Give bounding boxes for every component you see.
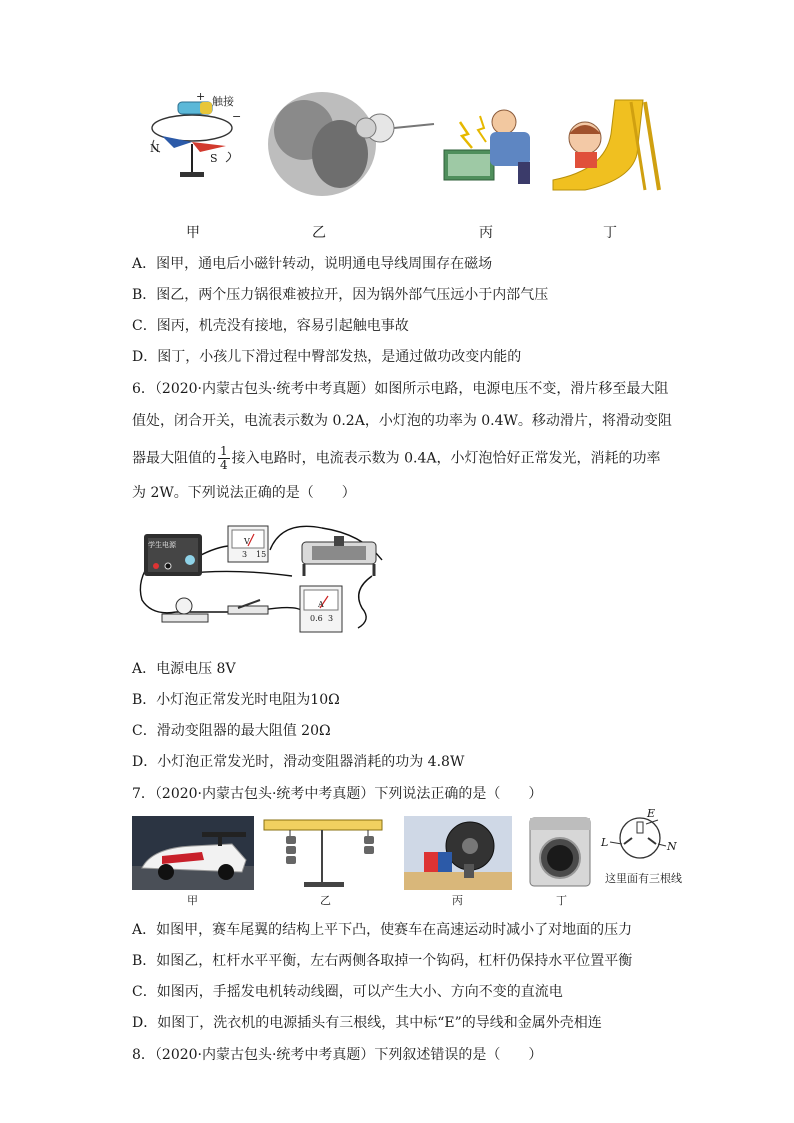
caption-jia: 甲 — [186, 225, 200, 241]
q8-stem: 8．（2020·内蒙古包头·统考中考真题）下列叙述错误的是（ ） — [132, 1047, 543, 1063]
circuit-supply-label: 学生电源 — [148, 541, 176, 549]
q7-caption-jia: 甲 — [187, 894, 198, 907]
fig-jia-minus: − — [232, 110, 242, 123]
q7-option-d: D．如图丁，洗衣机的电源插头有三根线，其中标“E”的导线和金属外壳相连 — [132, 1015, 602, 1031]
q7-option-b: B．如图乙，杠杆水平平衡，左右两侧各取掉一个钩码，杠杆仍保持水平位置平衡 — [132, 953, 633, 969]
q6-option-d: D．小灯泡正常发光时，滑动变阻器消耗的功为 4.8W — [132, 754, 465, 770]
q6-option-a: A．电源电压 8V — [132, 661, 236, 677]
caption-yi: 乙 — [312, 225, 326, 241]
q7-option-c: C．如图丙，手摇发电机转动线圈，可以产生大小、方向不变的直流电 — [132, 984, 563, 1000]
q5-option-b: B．图乙，两个压力锅很难被拉开，因为锅外部气压远小于内部气压 — [132, 287, 549, 303]
figure-q7-ding-washing-machine — [528, 816, 592, 888]
q6-fraction — [218, 445, 230, 472]
q7-stem: 7．（2020·内蒙古包头·统考中考真题）下列说法正确的是（ ） — [132, 786, 543, 802]
circuit-voltmeter-symbol: V — [244, 537, 250, 546]
q6-stem-line3-post: 接入电路时，电流表示数为 0.4A，小灯泡恰好正常发光，消耗的功率 — [231, 450, 661, 467]
plug-label-e: E — [647, 807, 656, 820]
figure-q7-bing-generator — [404, 816, 512, 890]
q6-option-c: C．滑动变阻器的最大阻值 20Ω — [132, 723, 331, 739]
q6-stem-line3-pre: 器最大阻值的 — [132, 450, 216, 467]
circuit-voltmeter-tick-3: 3 — [242, 550, 248, 559]
q7-caption-bing: 丙 — [452, 894, 463, 907]
figure-q7-jia-race-car — [132, 816, 254, 890]
fig-jia-north: N — [150, 142, 160, 155]
circuit-ammeter-symbol: A — [318, 600, 324, 609]
q5-option-a: A．图甲，通电后小磁针转动，说明通电导线周围存在磁场 — [132, 256, 493, 272]
figure-ding-slide — [545, 94, 670, 198]
q7-option-a: A．如图甲，赛车尾翼的结构上平下凸，使赛车在高速运动时减小了对地面的压力 — [132, 922, 633, 938]
circuit-voltmeter-tick-15: 15 — [256, 550, 267, 559]
q6-stem-line3 — [132, 445, 660, 472]
circuit-ammeter-tick-3: 3 — [328, 614, 334, 623]
fig-jia-touch-label: 触接 — [212, 95, 234, 108]
q5-option-c: C．图丙，机壳没有接地，容易引起触电事故 — [132, 318, 409, 334]
q6-stem-line2: 值处，闭合开关，电流表示数为 0.2A，小灯泡的功率为 0.4W。移动滑片，将滑动变阻 — [132, 413, 672, 429]
q6-option-b: B．小灯泡正常发光时电阻为10Ω — [132, 692, 340, 708]
caption-ding: 丁 — [603, 225, 617, 241]
plug-note: 这里面有三根线 — [605, 872, 682, 885]
q5-option-d: D．图丁，小孩儿下滑过程中臀部发热，是通过做功改变内能的 — [132, 349, 522, 365]
figure-yi-pressure-cookers — [262, 84, 437, 210]
q6-fraction-denominator: 4 — [220, 458, 228, 472]
q7-caption-yi: 乙 — [320, 894, 331, 907]
q6-stem-line4: 为 2W。下列说法正确的是（ ） — [132, 485, 356, 501]
fig-jia-plus: + — [196, 90, 206, 103]
q7-caption-ding: 丁 — [556, 894, 567, 907]
figure-q7-plug-diagram — [600, 810, 680, 868]
figure-q7-yi-lever — [260, 816, 386, 890]
plug-label-l: L — [601, 836, 609, 849]
plug-label-n: N — [667, 840, 677, 853]
q6-stem-line1: 6．（2020·内蒙古包头·统考中考真题）如图所示电路，电源电压不变，滑片移至最大阻 — [132, 381, 669, 397]
figure-q6-circuit — [132, 520, 394, 644]
fig-jia-south: S — [210, 152, 218, 165]
circuit-ammeter-tick-06: 0.6 — [310, 614, 323, 623]
q6-fraction-numerator: 1 — [220, 444, 228, 458]
figure-bing-motor-shock — [440, 92, 550, 188]
caption-bing: 丙 — [479, 225, 493, 241]
